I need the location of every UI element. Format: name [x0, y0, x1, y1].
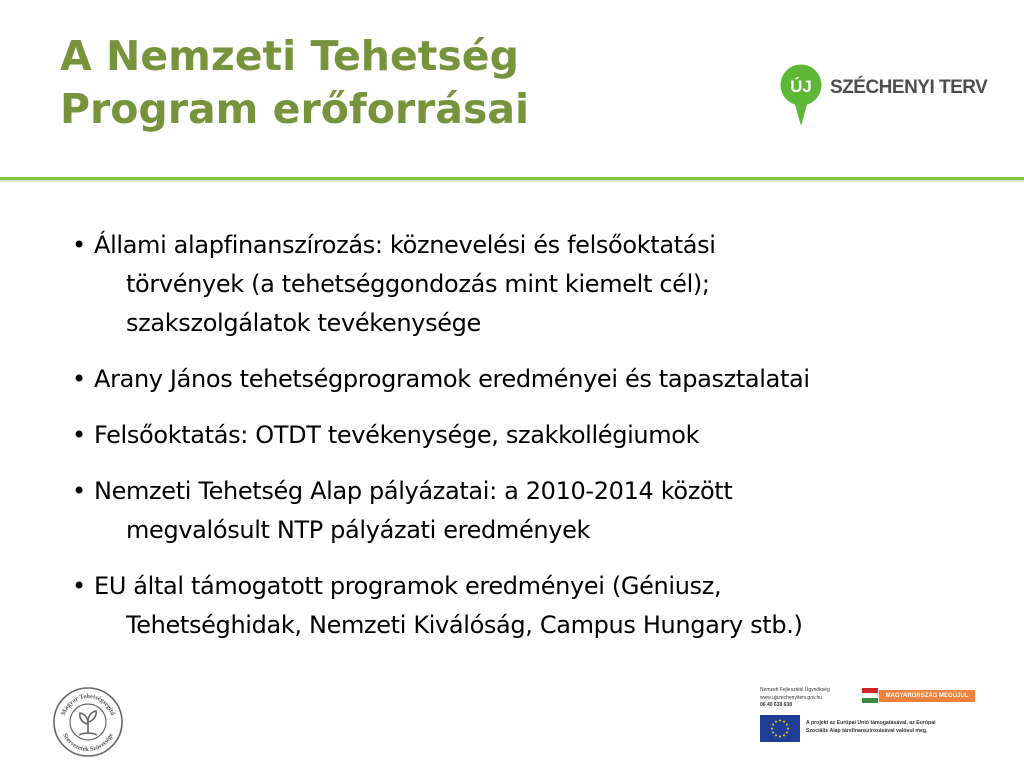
eu-star	[786, 732, 788, 734]
eu-star	[775, 734, 777, 736]
agency-name: Nemzeti Fejlesztési Ügynökség	[760, 687, 830, 693]
eu-star	[783, 734, 785, 736]
bullet-item	[72, 416, 992, 455]
bullet-item	[72, 360, 992, 399]
slide-title-line-2: Program erőforrásai	[60, 85, 530, 133]
emblem-bottom-text: Szervezetek Szövetsége	[61, 732, 115, 754]
eu-star	[775, 721, 777, 723]
location-pin-icon	[778, 62, 826, 128]
bullet-item	[72, 472, 992, 550]
bullet-line: megvalósult NTP pályázati eredmények	[126, 516, 591, 544]
agency-phone: 06 40 638 638	[760, 702, 792, 708]
eu-star	[779, 736, 781, 738]
bullet-item	[72, 226, 992, 343]
agency-website: www.ujszechenyiterv.gov.hu	[760, 694, 823, 701]
bullet-line: EU által támogatott programok eredményei (Géniusz,	[94, 572, 722, 600]
bullet-line: Állami alapfinanszírozás: köznevelési és felsőoktatási	[94, 231, 716, 259]
bullet-line: törvények (a tehetséggondozás mint kiemelt cél);	[126, 270, 710, 298]
eu-star	[787, 728, 789, 730]
bullet-list	[72, 226, 992, 662]
bullet-icon: •	[72, 231, 86, 259]
logo-text: SZÉCHENYI TERV	[830, 77, 988, 98]
szechenyi-terv-logo	[778, 62, 988, 128]
bullet-icon: •	[72, 572, 86, 600]
bullet-line: Arany János tehetségprogramok eredményei és tapasztalatai	[94, 365, 810, 393]
emblem-top-text: Magyar Tehetségsegítő	[60, 692, 116, 717]
talent-association-emblem	[52, 686, 124, 758]
bullet-icon: •	[72, 365, 86, 393]
slide-title-line-1: A Nemzeti Tehetség	[60, 32, 519, 80]
eu-star	[771, 728, 773, 730]
eu-funding-note	[806, 720, 936, 735]
bullet-line: Nemzeti Tehetség Alap pályázatai: a 2010-2014 között	[94, 477, 733, 505]
hungarian-flag-icon	[862, 688, 878, 703]
bullet-item	[72, 567, 992, 645]
renewal-badge: MAGYARORSZÁG MEGÚJUL	[879, 690, 975, 702]
bullet-line: Tehetséghidak, Nemzeti Kiválóság, Campus Hungary stb.)	[126, 611, 803, 639]
eu-flag-background	[760, 715, 800, 742]
eu-star	[786, 724, 788, 726]
eu-flag-icon	[760, 715, 800, 742]
logo-badge: ÚJ	[790, 77, 812, 96]
eu-star	[779, 720, 781, 722]
slide-title	[60, 30, 700, 136]
bullet-icon: •	[72, 421, 86, 449]
eu-star	[772, 724, 774, 726]
bullet-icon: •	[72, 477, 86, 505]
bullet-line: Felsőoktatás: OTDT tevékenysége, szakkollégiumok	[94, 421, 700, 449]
agency-info	[760, 687, 830, 710]
logo-pin-tail	[794, 101, 808, 126]
eu-star	[783, 721, 785, 723]
bullet-line: szakszolgálatok tevékenysége	[126, 309, 481, 337]
title-divider-shadow	[0, 180, 1024, 182]
eu-funding-line: A projekt az Európai Unió támogatásával, az Európai	[806, 720, 936, 726]
eu-funding-line: Szociális Alap társfinanszírozásával valósul meg.	[806, 727, 928, 734]
funding-partner-block	[758, 684, 978, 748]
eu-star	[772, 732, 774, 734]
